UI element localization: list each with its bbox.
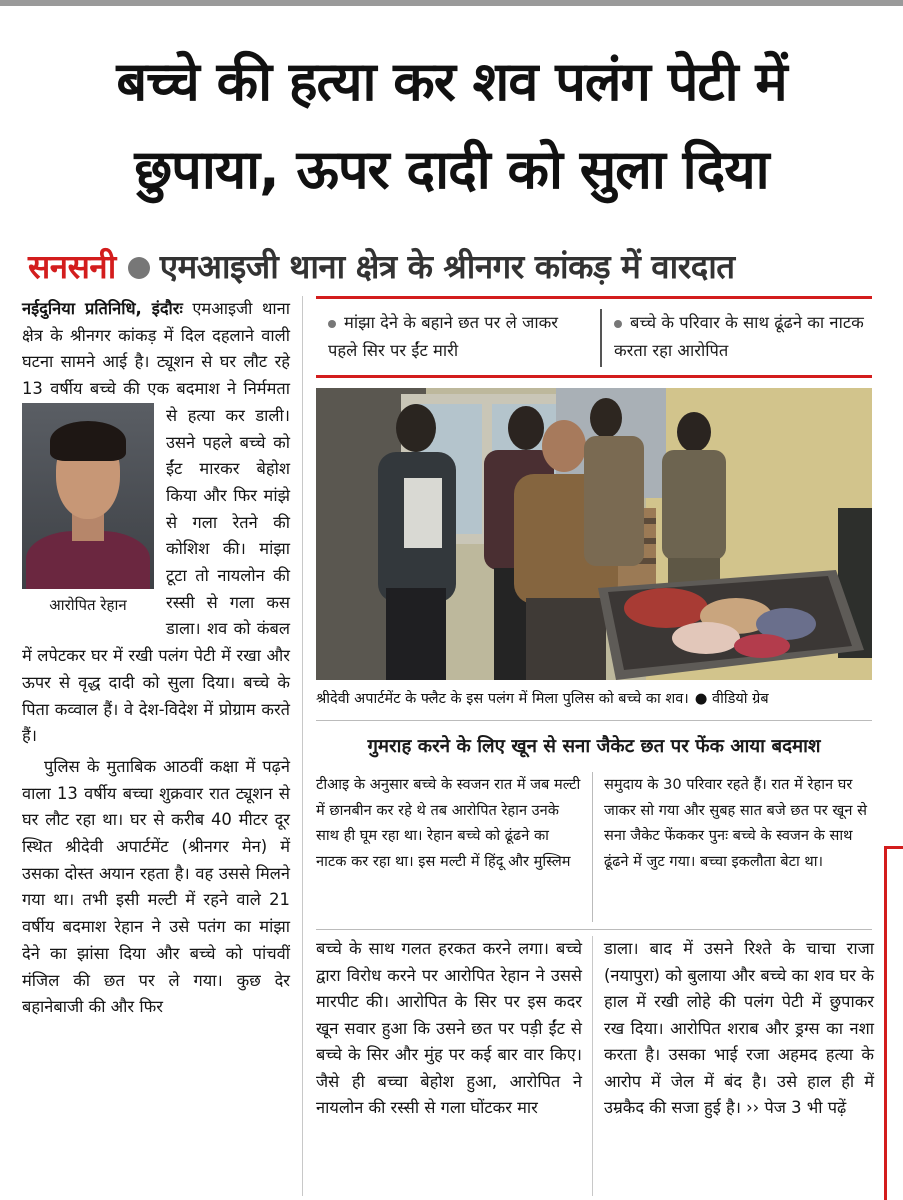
section-rule [316,929,872,930]
lead-paragraph [22,296,290,750]
lead-intro: एमआइजी थाना क्षेत्र के श्रीनगर कांकड़ में दिल दहलाने वाली घटना सामने आई है। ट्यूशन से घर लौट रहे 13 वर्षीय बच्चे की एक बदमाश ने निर्ममता से [22,299,290,425]
continued-column-2-text: डाला। बाद में उसने रिश्ते के चाचा राजा (नयापुरा) को बुलाया और बच्चे का शव घर के हाल में रखी लोहे की पलंग पेटी में छुपाकर रख दिया। आरोपित शराब और ड्रग्स का नशा करता है। उसका भाई रजा अहमद हत्या के आरोप में जेल में बंद है। उसे हाल ही में उम्रकैद की सजा हुई है। [604,939,874,1117]
news-photo [316,388,872,680]
bullet-icon [614,320,622,328]
highlights-box [316,296,872,378]
highlight-2 [614,309,866,365]
bullet-icon [128,257,150,279]
headline-line-1: बच्चे की हत्या कर शव पलंग पेटी में [116,50,787,113]
continued-column-2 [604,936,874,1122]
accused-portrait [22,403,154,589]
body-paragraph-2: पुलिस के मुताबिक आठवीं कक्षा में पढ़ने वाला 13 वर्षीय बच्चा शुक्रवार रात ट्यूशन से घर लौट रहा था। घर से करीब 40 मीटर दूर स्थित श्रीदेवी अपार्टमेंट (श्रीनगर मेन) में उसका दोस्त अयान रहता है। वह उससे मिलने गया था। तभी इसी मल्टी में रहने वाले 21 वर्षीय बदमाश रेहान ने उसे पतंग का मांझा देने का झांसा दिया और बच्चे को पांचवीं मंजिल की छत पर ले गया। कुछ देर बहानेबाजी की और फिर [22,756,290,1017]
sidebar-subhead: गुमराह करने के लिए खून से सना जैकेट छत पर फेंक आया बदमाश [367,736,821,757]
sidebar-column-2: समुदाय के 30 परिवार रहते हैं। रात में रेहान घर जाकर सो गया और सुबह सात बजे छत पर खून से सना जैकेट फेंककर पुनः बच्चे के स्वजन के साथ ढूंढने में जुट गया। बच्चा इकलौता बेटा था। [604,776,867,870]
portrait-caption: आरोपित रेहान [49,595,127,614]
photo-credit: ● वीडियो ग्रेब [694,691,769,707]
lead-rest: हत्या कर डाली। उसने पहले बच्चे को ईंट मारकर बेहोश किया और फिर मांझे से गला रेतने की कोशिश की। मांझा टूटा तो नायलोन की रस्सी से गला कस डाला। शव को कंबल में लपेटकर घर में रखी पलंग पेटी में रखा और ऊपर से वृद्ध दादी को सुला दिया। बच्चे के पिता कव्वाल हैं। वे देश-विदेश में प्रोग्राम करते हैं। [22,405,290,746]
subheadline: एमआइजी थाना क्षेत्र के श्रीनगर कांकड़ में वारदात [159,247,735,286]
highlight-2-text: बच्चे के परिवार के साथ ढूंढने का नाटक करता रहा आरोपित [614,313,864,360]
tagline [28,242,888,292]
continued-divider [592,936,593,1196]
highlight-1 [328,309,588,365]
kicker-label: सनसनी [28,247,116,286]
left-column [22,296,290,1196]
headline [0,38,903,214]
jump-reference: ›› पेज 3 भी पढ़ें [746,1098,847,1117]
highlight-divider [600,309,602,367]
portrait-block [22,403,158,625]
sidebar-column-1: टीआइ के अनुसार बच्चे के स्वजन रात में जब मल्टी में छानबीन कर रहे थे तब आरोपित रेहान उनके साथ ही घूम रहा था। रेहान बच्चे को ढूंढने का नाटक कर रहा था। इस मल्टी में हिंदू और मुस्लिम [316,776,581,870]
crime-scene-illustration [316,388,872,680]
adjacent-article-border [884,846,903,1200]
bullet-icon [328,320,336,328]
continued-column-1: बच्चे के साथ गलत हरकत करने लगा। बच्चे द्वारा विरोध करने पर आरोपित रेहान ने उससे मारपीट की। आरोपित के सिर पर इस कदर खून सवार हुआ कि उसने छत पर पड़ी ईंट से बच्चे के सिर और मुंह पर कई बार वार किए। जैसे ही बच्चा बेहोश हुआ, आरोपित ने नायलोन की रस्सी से गला घोंटकर मार [316,939,582,1117]
byline: नईदुनिया प्रतिनिधि, इंदौरः [22,299,183,318]
column-divider [302,296,303,1196]
sidebar-header [316,720,872,770]
photo-caption [316,684,872,714]
highlight-1-text: मांझा देने के बहाने छत पर ले जाकर पहले सिर पर ईंट मारी [328,313,559,360]
photo-caption-text: श्रीदेवी अपार्टमेंट के फ्लैट के इस पलंग में मिला पुलिस को बच्चे का शव। [316,691,689,707]
sidebar-divider [592,772,593,922]
top-rule [0,0,903,6]
headline-line-2: छुपाया, ऊपर दादी को सुला दिया [134,138,769,201]
